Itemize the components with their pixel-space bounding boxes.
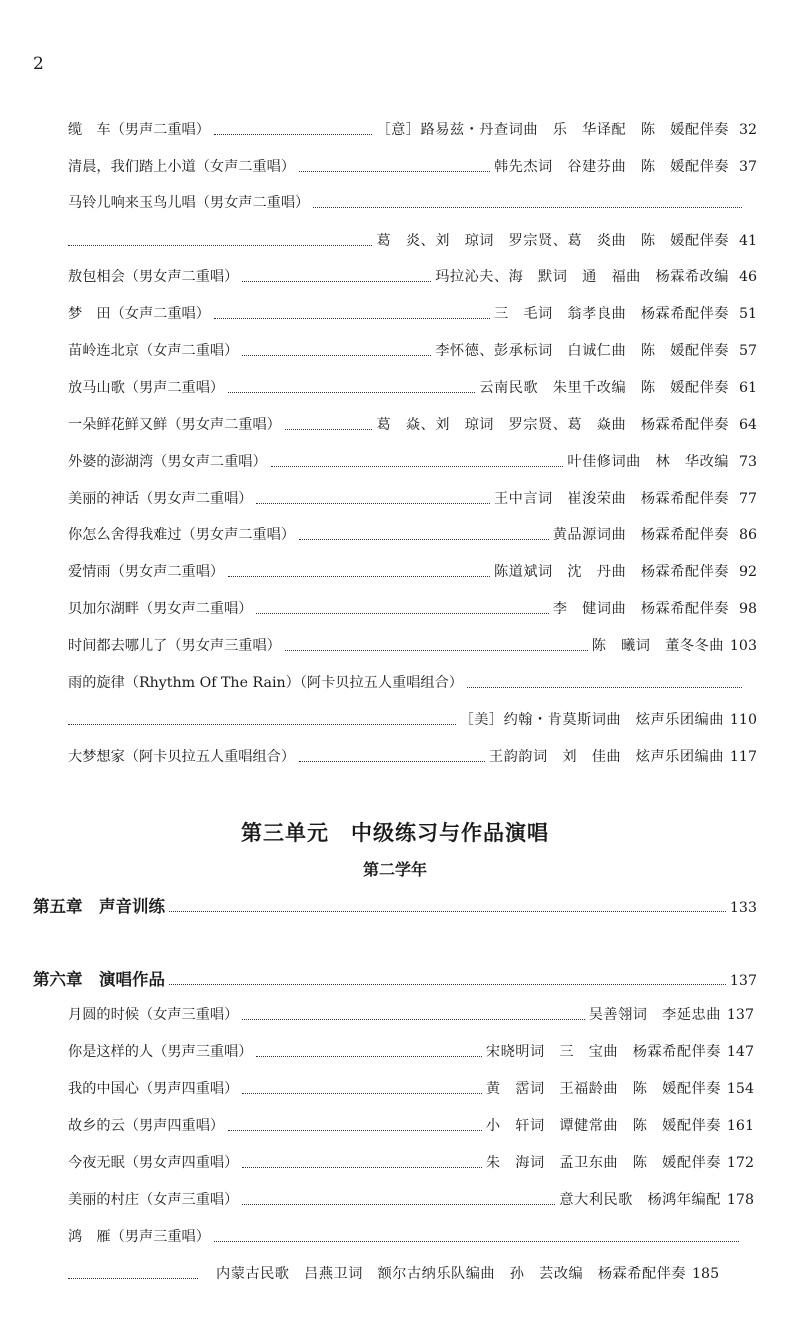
toc-page: 41 [738,233,757,249]
toc-title: 美丽的村庄（女声三重唱） [68,1192,239,1208]
toc-entry [68,449,757,475]
toc-credits: 内蒙古民歌 吕燕卫词 额尔古纳乐队编曲 孙 芸改编 杨霖希配伴奏 [216,1266,687,1282]
toc-page: 110 [729,712,757,728]
toc-entry [68,190,757,216]
toc-credits: 玛拉沁夫、海 默词 通 福曲 杨霖希改编 [435,269,729,285]
chapter-title: 第六章 演唱作品 [33,970,165,989]
toc-credits: 小 轩词 谭健常曲 陈 媛配伴奏 [485,1118,721,1134]
toc-credits: 黄品源词曲 杨霖希配伴奏 [552,527,729,543]
toc-entry [68,117,757,143]
toc-title: 雨的旋律（Rhythm Of The Rain）（阿卡贝拉五人重唱组合） [68,675,463,691]
toc-entry [68,1187,754,1213]
toc-title: 大梦想家（阿卡贝拉五人重唱组合） [68,749,296,765]
toc-entry-continued [68,228,757,254]
toc-page: 77 [738,491,757,507]
toc-page: 172 [726,1155,754,1171]
toc-credits: 陈道斌词 沈 丹曲 杨霖希配伴奏 [493,564,729,580]
toc-title: 时间都去哪儿了（男女声三重唱） [68,638,281,654]
toc-page: 86 [738,527,757,543]
toc-entry [68,412,757,438]
toc-credits: 王中言词 崔浚荣曲 杨霖希配伴奏 [493,491,729,507]
toc-credits: 黄 霑词 王福龄曲 陈 媛配伴奏 [485,1081,721,1097]
toc-title: 故乡的云（男声四重唱） [68,1118,225,1134]
toc-page: 51 [738,306,757,322]
toc-credits: 王韵韵词 刘 佳曲 炫声乐团编曲 [488,749,724,765]
toc-page: 137 [726,1007,754,1023]
toc-credits: ［意］路易兹・丹查词曲 乐 华译配 陈 媛配伴奏 [376,122,729,138]
toc-page: 73 [738,454,757,470]
toc-entry [68,375,757,401]
toc-page: 64 [738,417,757,433]
toc-title: 我的中国心（男声四重唱） [68,1081,239,1097]
toc-title: 你是这样的人（男声三重唱） [68,1044,253,1060]
toc-title: 今夜无眠（男女声四重唱） [68,1155,239,1171]
toc-page: 103 [729,638,757,654]
toc-credits: ［美］约翰・肯莫斯词曲 炫声乐团编曲 [459,712,724,728]
chapter-page: 137 [729,973,757,989]
page-number: 2 [33,54,44,74]
toc-entry [68,522,757,548]
toc-credits: 韩先杰词 谷建芬曲 陈 媛配伴奏 [493,159,729,175]
toc-title: 月圆的时候（女声三重唱） [68,1007,239,1023]
toc-credits: 葛 炎、刘 琼词 罗宗贤、葛 炎曲 陈 媛配伴奏 [376,233,729,249]
toc-entry-continued [68,707,757,733]
toc-credits: 李怀德、彭承标词 白诚仁曲 陈 媛配伴奏 [435,343,729,359]
chapter-heading [33,966,757,994]
year-title: 第二学年 [362,860,427,879]
chapter-page: 133 [729,900,757,916]
toc-entry [68,1150,754,1176]
toc-title: 鸿 雁（男声三重唱） [68,1229,210,1245]
toc-title: 梦 田（女声二重唱） [68,306,210,322]
toc-page: 154 [726,1081,754,1097]
toc-credits: 葛 焱、刘 琼词 罗宗贤、葛 焱曲 杨霖希配伴奏 [376,417,729,433]
toc-page: 61 [738,380,757,396]
toc-page: 185 [692,1266,720,1282]
toc-title: 美丽的神话（男女声二重唱） [68,491,253,507]
chapter-heading [33,893,757,921]
toc-entry [68,1002,754,1028]
toc-entry [68,264,757,290]
toc-credits: 吴善翎词 李延忠曲 [588,1007,721,1023]
toc-page: 37 [738,159,757,175]
toc-title: 缆 车（男声二重唱） [68,122,210,138]
toc-page: 178 [726,1192,754,1208]
toc-page: 147 [726,1044,754,1060]
toc-title: 苗岭连北京（女声二重唱） [68,343,239,359]
toc-page: 57 [738,343,757,359]
toc-entry [68,670,757,696]
chapter-title: 第五章 声音训练 [33,897,165,916]
unit-title: 第三单元 中级练习与作品演唱 [241,820,549,845]
toc-credits: 陈 曦词 董冬冬曲 [591,638,724,654]
toc-entry [68,596,757,622]
toc-title: 一朵鲜花鲜又鲜（男女声二重唱） [68,417,281,433]
toc-entry [68,301,757,327]
toc-entry [68,1113,754,1139]
toc-entry [68,1224,754,1250]
toc-credits: 云南民歌 朱里千改编 陈 媛配伴奏 [479,380,729,396]
toc-title: 你怎么舍得我难过（男女声二重唱） [68,527,296,543]
toc-title: 爱情雨（男女声二重唱） [68,564,225,580]
toc-credits: 三 毛词 翁孝良曲 杨霖希配伴奏 [493,306,729,322]
toc-title: 清晨，我们踏上小道（女声二重唱） [68,159,296,175]
toc-entry [68,154,757,180]
toc-entry [68,1076,754,1102]
toc-title: 放马山歌（男声二重唱） [68,380,225,396]
toc-page: 98 [738,601,757,617]
toc-page: 46 [738,269,757,285]
toc-page: 92 [738,564,757,580]
toc-title: 马铃儿响来玉鸟儿唱（男女声二重唱） [68,195,310,211]
toc-title: 外婆的澎湖湾（男女声二重唱） [68,454,267,470]
toc-page: 117 [729,749,757,765]
toc-entry [68,1039,754,1065]
toc-title: 贝加尔湖畔（男女声二重唱） [68,601,253,617]
toc-credits: 宋晓明词 三 宝曲 杨霖希配伴奏 [485,1044,721,1060]
toc-credits: 叶佳修词曲 林 华改编 [567,454,729,470]
toc-entry [68,338,757,364]
toc-credits: 李 健词曲 杨霖希配伴奏 [552,601,729,617]
toc-entry [68,559,757,585]
toc-entry [68,486,757,512]
toc-credits: 意大利民歌 杨鸿年编配 [559,1192,721,1208]
toc-credits: 朱 海词 孟卫东曲 陈 媛配伴奏 [485,1155,721,1171]
toc-page: 161 [726,1118,754,1134]
toc-entry [68,744,757,770]
toc-entry [68,633,757,659]
toc-page: 32 [738,122,757,138]
toc-entry-continued [68,1261,754,1287]
toc-title: 敖包相会（男女声二重唱） [68,269,239,285]
